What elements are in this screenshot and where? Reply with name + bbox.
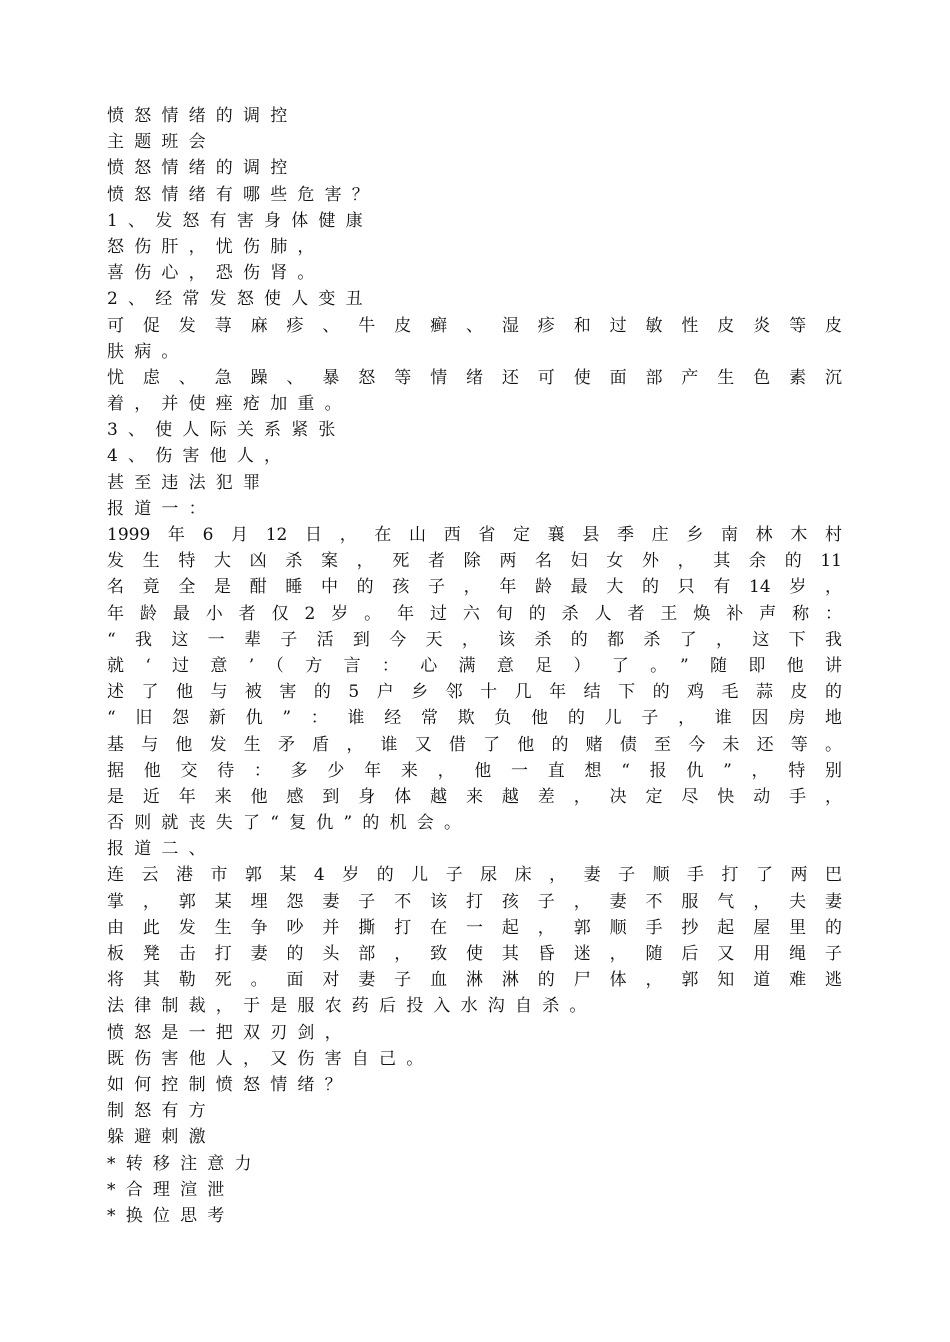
text-line: 名竟全是酣睡中的孩子，年龄最大的只有14岁， bbox=[107, 577, 842, 598]
text-line: 掌，郭某埋怨妻子不该打孩子，妻不服气，夫妻 bbox=[107, 891, 842, 912]
text-line: 述了他与被害的5户乡邻十几年结下的鸡毛蒜皮的 bbox=[107, 682, 842, 703]
text-line: 1999年6月12日，在山西省定襄县季庄乡南林木村 bbox=[107, 525, 842, 545]
text-line: 年龄最小者仅2岁。年过六旬的杀人者王焕补声称： bbox=[107, 603, 842, 624]
text-line: 就‘过意’（方言：心满意足）了。”随即他讲 bbox=[107, 655, 842, 676]
text-line: 喜伤心，恐伤肾。 bbox=[107, 263, 325, 284]
text-line: 愤怒是一把双刃剑， bbox=[107, 1022, 352, 1043]
text-line: 4、伤害他人， bbox=[107, 446, 292, 467]
text-line: 忧虑、急躁、暴怒等情绪还可使面部产生色素沉 bbox=[107, 367, 842, 388]
text-line: “我这一辈子活到今天，该杀的都杀了，这下我 bbox=[107, 629, 842, 650]
text-line: 连云港市郭某4岁的儿子尿床，妻子顺手打了两巴 bbox=[107, 865, 842, 886]
text-line: 由此发生争吵并撕打在一起，郭顺手抄起屋里的 bbox=[107, 917, 842, 938]
text-line: 既伤害他人，又伤害自己。 bbox=[107, 1048, 434, 1069]
text-line: 2、经常发怒使人变丑 bbox=[107, 289, 373, 310]
text-line: 愤怒情绪有哪些危害？ bbox=[107, 184, 379, 205]
text-line: 是近年来他感到身体越来越差，决定尽快动手， bbox=[107, 786, 842, 807]
text-line: 基与他发生矛盾，谁又借了他的赌债至今未还等。 bbox=[107, 734, 842, 755]
text-line: 可促发荨麻疹、牛皮癣、湿疹和过敏性皮炎等皮 bbox=[107, 315, 842, 336]
text-line: 愤怒情绪的调控 bbox=[107, 106, 298, 126]
text-line: 着，并使痤疮加重。 bbox=[107, 394, 352, 415]
text-line: 发生特大凶杀案，死者除两名妇女外，其余的11 bbox=[107, 551, 842, 572]
text-line: 否则就丧失了“复仇”的机会。 bbox=[107, 813, 472, 834]
text-line: “旧怨新仇”：谁经常欺负他的儿子，谁因房地 bbox=[107, 708, 842, 729]
text-line: 据他交待：多少年来，他一直想“报仇”，特别 bbox=[107, 760, 842, 781]
text-line: *合理渲泄 bbox=[107, 1179, 235, 1200]
document-text bbox=[107, 103, 842, 1229]
text-line: 制怒有方 bbox=[107, 1101, 216, 1122]
text-line: 怒伤肝，忧伤肺， bbox=[107, 236, 325, 257]
text-line: 报道二、 bbox=[107, 839, 216, 860]
text-line: 如何控制愤怒情绪？ bbox=[107, 1074, 352, 1095]
text-line: 躲避刺激 bbox=[107, 1127, 216, 1148]
text-line: 将其勒死。面对妻子血淋淋的尸体，郭知道难逃 bbox=[107, 970, 842, 991]
text-line: 报道一： bbox=[107, 498, 216, 519]
text-line: 主题班会 bbox=[107, 132, 216, 153]
text-line: 愤怒情绪的调控 bbox=[107, 158, 298, 179]
text-line: 甚至违法犯罪 bbox=[107, 472, 271, 493]
text-line: *换位思考 bbox=[107, 1205, 235, 1226]
text-line: *转移注意力 bbox=[107, 1153, 262, 1174]
text-line: 板凳击打妻的头部，致使其昏迷，随后又用绳子 bbox=[107, 944, 842, 964]
text-line: 肤病。 bbox=[107, 341, 189, 362]
text-line: 3、使人际关系紧张 bbox=[107, 420, 346, 441]
text-line: 1、发怒有害身体健康 bbox=[107, 210, 373, 231]
text-line: 法律制裁，于是服农药后投入水沟自杀。 bbox=[107, 996, 597, 1017]
